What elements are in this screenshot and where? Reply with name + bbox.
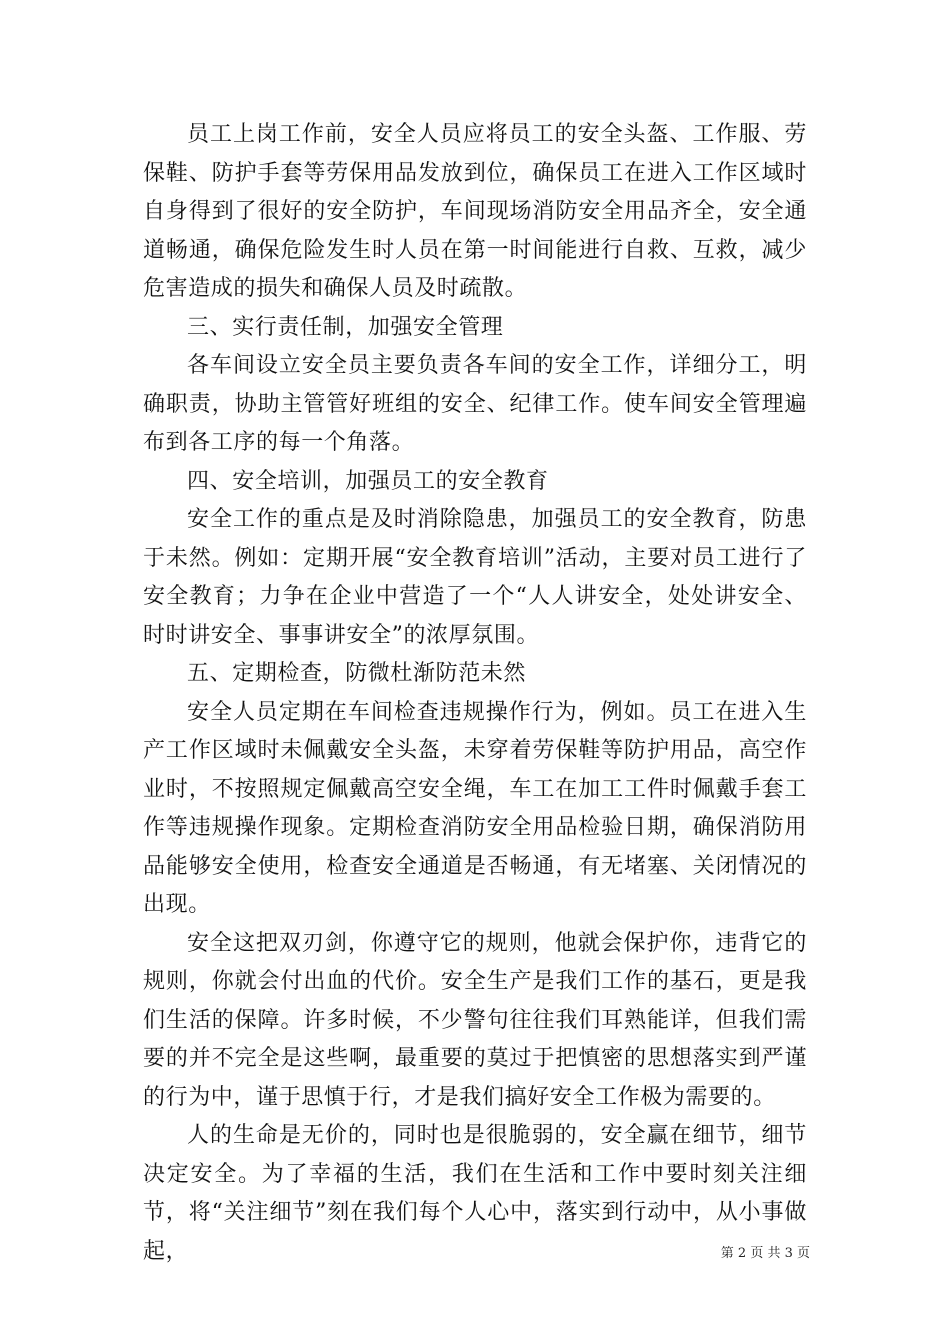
paragraph-responsibility: 各车间设立安全员主要负责各车间的安全工作，详细分工，明确职责，协助主管管好班组的安全、纪律工作。使车间安全管理遍布到各工序的每一个角落。 bbox=[143, 353, 807, 455]
paragraph-training: 安全工作的重点是及时消除隐患，加强员工的安全教育，防患于未然。例如：定期开展“安全教育培训”活动，主要对员工进行了安全教育；力争在企业中营造了一个“人人讲安全，处处讲安全、时时讲安全、事事讲安全”的浓厚氛围。 bbox=[143, 507, 807, 648]
paragraph-life-priceless: 人的生命是无价的，同时也是很脆弱的，安全赢在细节，细节决定安全。为了幸福的生活，我们在生活和工作中要时刻关注细节，将“关注细节”刻在我们每个人心中，落实到行动中，从小事做起， bbox=[143, 1123, 807, 1264]
paragraph-ppe-distribution: 员工上岗工作前，安全人员应将员工的安全头盔、工作服、劳保鞋、防护手套等劳保用品发放到位，确保员工在进入工作区域时自身得到了很好的安全防护，车间现场消防安全用品齐全，安全通道畅通，确保危险发生时人员在第一时间能进行自救、互救，减少危害造成的损失和确保人员及时疏散。 bbox=[143, 122, 807, 301]
document-body bbox=[143, 116, 807, 1271]
section-heading-inspection: 五、定期检查，防微杜渐防范未然 bbox=[187, 661, 527, 686]
section-heading-responsibility: 三、实行责任制，加强安全管理 bbox=[187, 314, 504, 340]
paragraph-inspection: 安全人员定期在车间检查违规操作行为，例如。员工在进入生产工作区域时未佩戴安全头盔，未穿着劳保鞋等防护用品，高空作业时，不按照规定佩戴高空安全绳，车工在加工工件时佩戴手套工作等违规操作现象。定期检查消防安全用品检验日期，确保消防用品能够安全使用，检查安全通道是否畅通，有无堵塞、关闭情况的出现。 bbox=[143, 699, 807, 917]
page-number: 第 2 页 共 3 页 bbox=[720, 1246, 810, 1261]
section-heading-training: 四、安全培训，加强员工的安全教育 bbox=[187, 468, 549, 494]
paragraph-safety-double-edged: 安全这把双刃剑，你遵守它的规则，他就会保护你，违背它的规则，你就会付出血的代价。安全生产是我们工作的基石，更是我们生活的保障。许多时候，不少警句往往我们耳熟能详，但我们需要的并不完全是这些啊，最重要的莫过于把慎密的思想落实到严谨的行为中，谨于思慎于行，才是我们搞好安全工作极为需要的。 bbox=[143, 930, 807, 1110]
